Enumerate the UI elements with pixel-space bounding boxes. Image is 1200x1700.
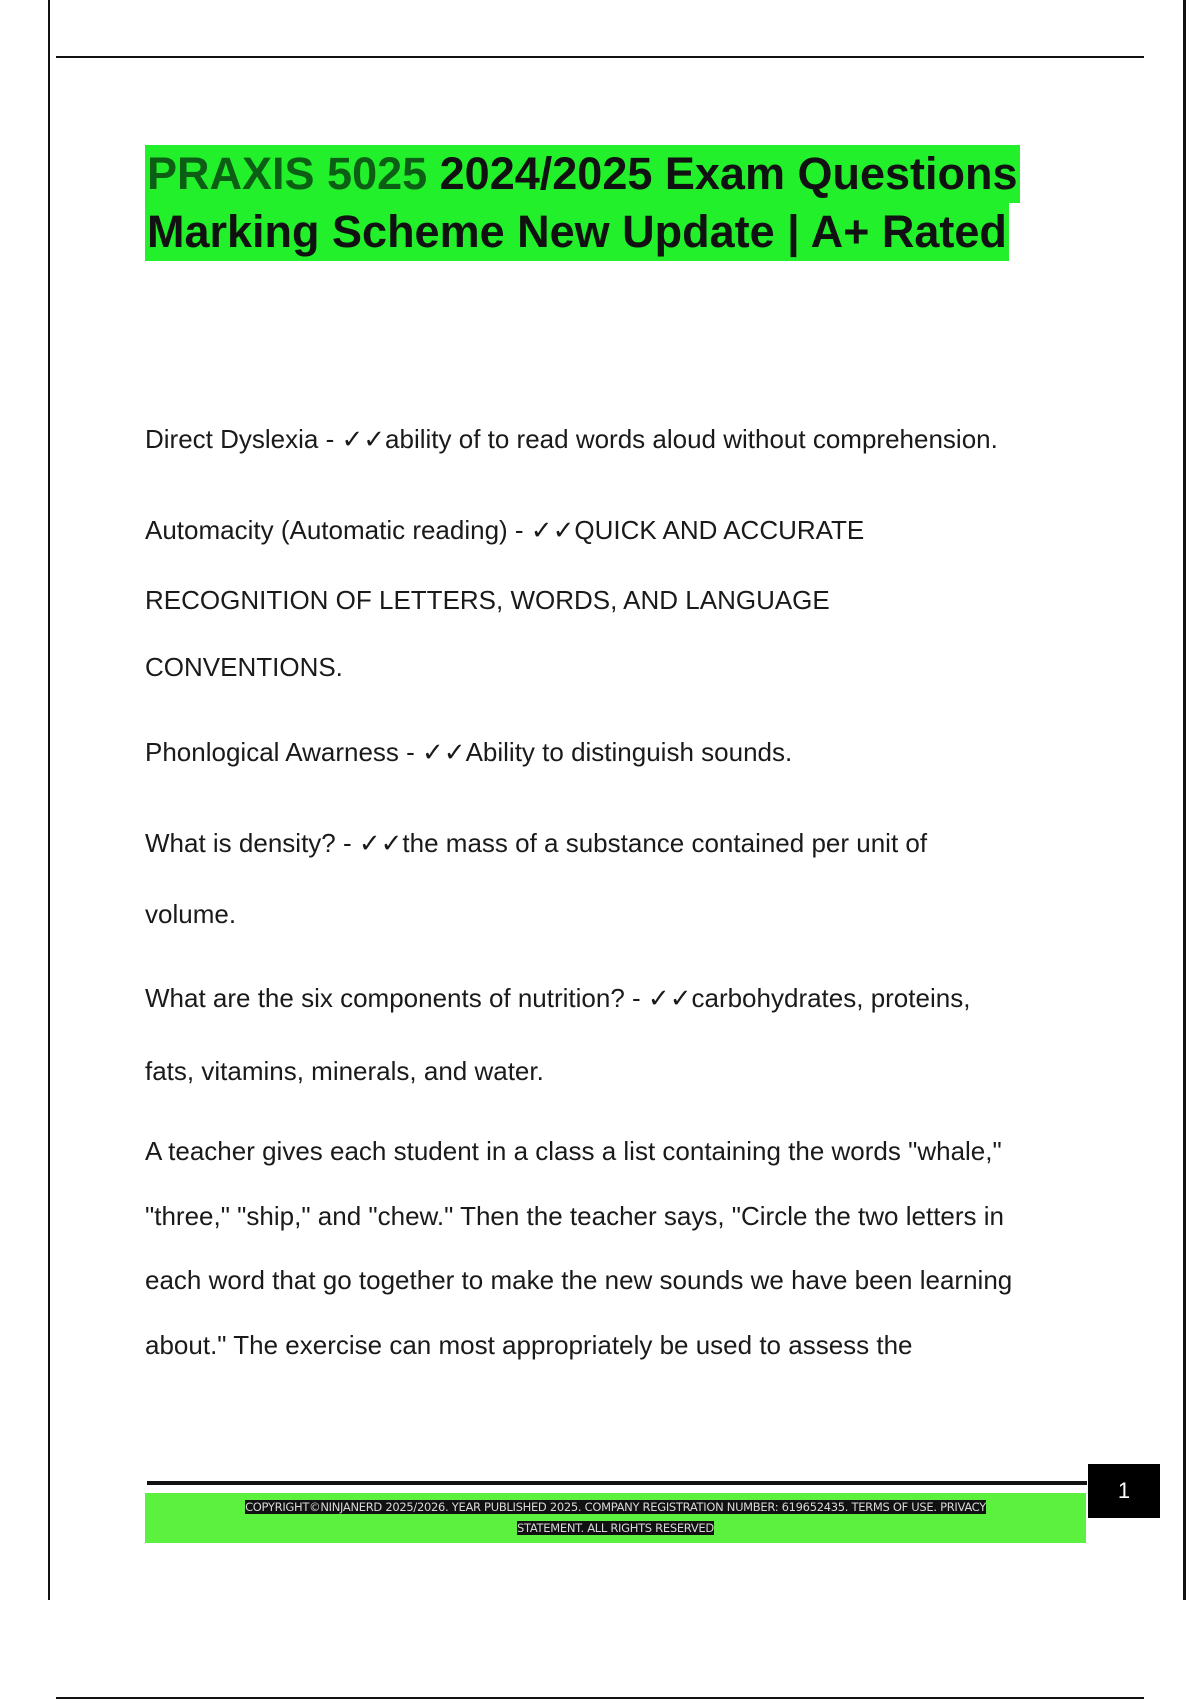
body-line: about." The exercise can most appropriately be used to assess the [145,1330,913,1360]
page-border-left [48,0,50,1600]
title-line-1-part-2: 2024/2025 Exam Questions [439,148,1018,199]
body-line: each word that go together to make the new sounds we have been learning [145,1265,1013,1295]
header-rule [56,56,1144,58]
copyright-line-1: COPYRIGHT©NINJANERD 2025/2026. YEAR PUBLISHED 2025. COMPANY REGISTRATION NUMBER: 619652435. TERMS OF USE. PRIVACY [245,1500,986,1514]
body-line: A teacher gives each student in a class a list containing the words "whale," [145,1136,1002,1166]
body-line: RECOGNITION OF LETTERS, WORDS, AND LANGUAGE [145,585,830,615]
body-line: volume. [145,899,237,929]
title-line-2: Marking Scheme New Update | A+ Rated [145,203,1009,261]
body-line: Direct Dyslexia - ✓✓ability of to read words aloud without comprehension. [145,424,998,454]
copyright-footer [145,1493,1086,1543]
document-title [145,145,1095,261]
body-line: Automacity (Automatic reading) - ✓✓QUICK AND ACCURATE [145,515,865,545]
next-page-rule [56,1697,1144,1699]
body-line: fats, vitamins, minerals, and water. [145,1056,544,1086]
footer-rule [147,1481,1087,1485]
page-number: 1 [1088,1464,1160,1518]
page-border-right [1183,0,1186,1600]
body-line: Phonlogical Awarness - ✓✓Ability to distinguish sounds. [145,737,793,767]
title-line-1 [145,145,1020,203]
body-line: What are the six components of nutrition? - ✓✓carbohydrates, proteins, [145,983,971,1013]
body-line: What is density? - ✓✓the mass of a substance contained per unit of [145,828,928,858]
body-line: CONVENTIONS. [145,652,343,682]
body-line: "three," "ship," and "chew." Then the teacher says, "Circle the two letters in [145,1201,1004,1231]
copyright-line-2: STATEMENT. ALL RIGHTS RESERVED [517,1521,714,1535]
title-line-1-part-1: PRAXIS 5025 [147,148,440,199]
